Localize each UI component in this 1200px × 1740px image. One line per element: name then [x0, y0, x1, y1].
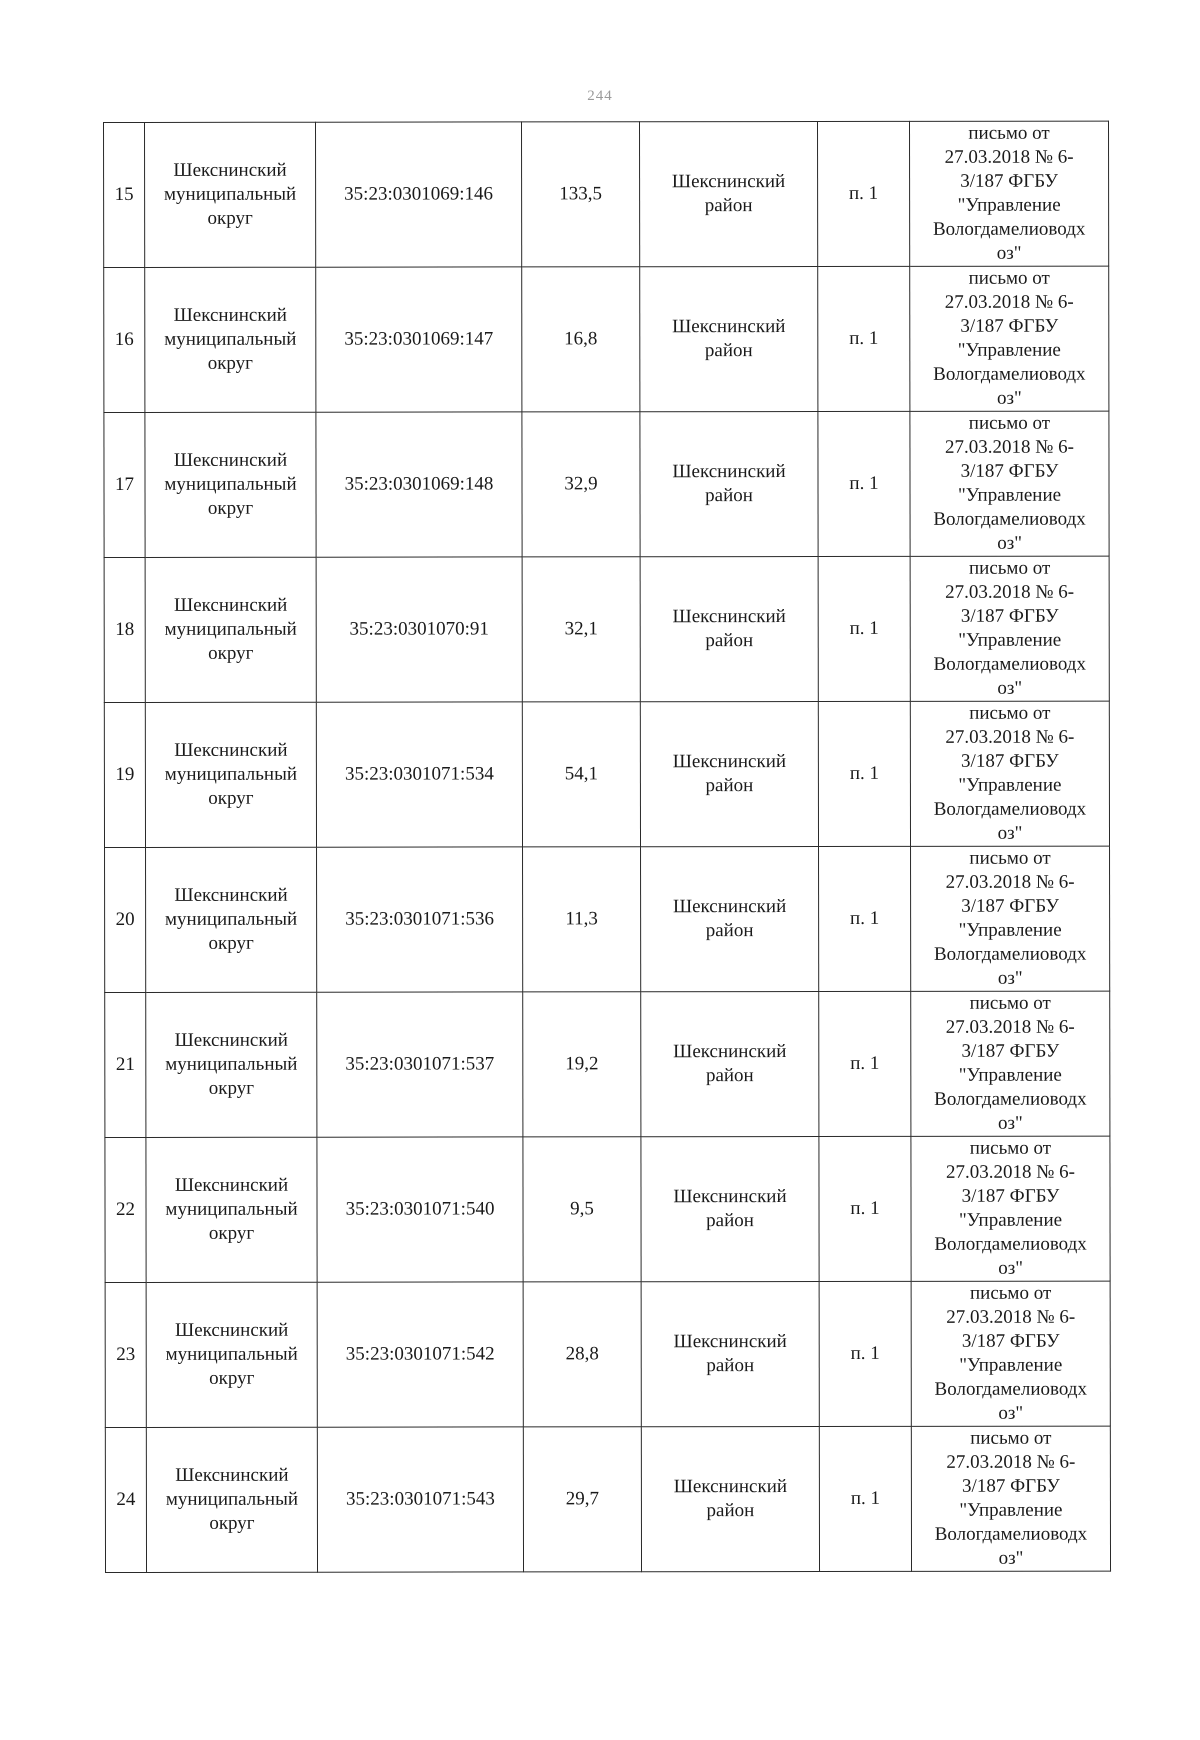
- basis-document-line: Вологдамелиоводх: [933, 363, 1086, 385]
- municipality-line: округ: [207, 352, 253, 374]
- land-plots-table-container: [103, 122, 1108, 1573]
- cadastral-number-cell: 35:23:0301071:543: [317, 1427, 523, 1572]
- basis-document-line: Вологдамелиоводх: [934, 1523, 1088, 1545]
- basis-document-cell: [910, 411, 1109, 556]
- district-cell: [640, 557, 818, 702]
- municipality-line: Шекснинский: [174, 1174, 289, 1196]
- basis-document-line: 3/187 ФГБУ: [961, 1040, 1060, 1062]
- municipality-line: Шекснинский: [173, 304, 287, 326]
- basis-document-line: 27.03.2018 № 6-: [945, 871, 1075, 893]
- basis-document-line: 3/187 ФГБУ: [960, 605, 1059, 627]
- basis-document-line: оз": [996, 242, 1022, 264]
- municipality-line: Шекснинский: [173, 159, 287, 181]
- basis-document-line: письмо от: [969, 702, 1051, 724]
- district-cell: [640, 412, 818, 557]
- municipality-line: округ: [209, 1367, 255, 1389]
- basis-document-cell: [909, 121, 1108, 266]
- basis-document-line: Вологдамелиоводх: [933, 508, 1086, 530]
- municipality-line: муниципальный: [165, 1053, 298, 1075]
- district-cell: [641, 992, 819, 1137]
- cadastral-number-cell: 35:23:0301071:537: [317, 992, 523, 1137]
- row-number-cell: 15: [104, 122, 145, 267]
- table-row: [104, 411, 1109, 557]
- row-number-cell: 22: [105, 1137, 146, 1282]
- row-number-cell: 24: [105, 1427, 146, 1572]
- district-line: район: [704, 195, 753, 217]
- area-cell: 11,3: [523, 847, 641, 992]
- municipality-line: муниципальный: [164, 618, 297, 640]
- basis-document-line: 3/187 ФГБУ: [961, 1330, 1060, 1352]
- basis-document-cell: [911, 991, 1110, 1136]
- cadastral-number-cell: 35:23:0301071:540: [317, 1137, 523, 1282]
- basis-document-line: оз": [998, 1402, 1024, 1424]
- district-line: Шекснинский: [672, 896, 787, 918]
- municipality-line: Шекснинский: [175, 1464, 289, 1486]
- page-number: 244: [587, 88, 613, 104]
- item-cell: п. 1: [819, 1136, 911, 1281]
- row-number-cell: 19: [104, 702, 145, 847]
- area-cell: 28,8: [523, 1282, 641, 1427]
- cadastral-number-cell: 35:23:0301071:542: [317, 1282, 523, 1427]
- row-number-cell: 20: [105, 847, 146, 992]
- municipality-line: Шекснинский: [175, 1319, 289, 1341]
- table-row: [105, 1136, 1110, 1282]
- basis-document-line: "Управление: [958, 774, 1062, 796]
- basis-document-line: "Управление: [959, 1354, 1063, 1376]
- district-cell: [641, 1282, 819, 1427]
- row-number-cell: 17: [104, 412, 145, 557]
- district-line: район: [706, 1355, 755, 1377]
- municipality-line: муниципальный: [164, 908, 298, 930]
- district-line: Шекснинский: [673, 1331, 787, 1353]
- basis-document-cell: [910, 556, 1109, 701]
- basis-document-line: оз": [997, 677, 1023, 699]
- item-cell: п. 1: [818, 556, 910, 701]
- district-cell: [641, 1137, 819, 1282]
- item-cell: п. 1: [818, 411, 910, 556]
- municipality-cell: [145, 702, 316, 847]
- basis-document-line: письмо от: [969, 992, 1051, 1014]
- district-line: Шекснинский: [672, 751, 787, 773]
- area-cell: 32,1: [522, 557, 640, 702]
- item-cell: п. 1: [819, 991, 911, 1136]
- row-number-cell: 18: [104, 557, 145, 702]
- cadastral-number-cell: 35:23:0301069:148: [316, 412, 522, 557]
- basis-document-line: Вологдамелиоводх: [933, 653, 1086, 675]
- basis-document-line: письмо от: [968, 122, 1050, 144]
- municipality-cell: [145, 267, 316, 412]
- basis-document-line: оз": [997, 532, 1022, 554]
- row-number-cell: 16: [104, 267, 145, 412]
- basis-document-cell: [911, 846, 1110, 991]
- municipality-line: Шекснинский: [174, 739, 288, 761]
- cadastral-number-cell: 35:23:0301069:146: [316, 122, 522, 267]
- district-line: район: [705, 775, 754, 797]
- municipality-line: Шекснинский: [174, 884, 288, 906]
- basis-document-line: "Управление: [958, 1064, 1062, 1086]
- basis-document-line: "Управление: [958, 1209, 1063, 1231]
- basis-document-line: 27.03.2018 № 6-: [945, 1161, 1075, 1183]
- basis-document-line: 3/187 ФГБУ: [960, 170, 1058, 192]
- item-cell: п. 1: [818, 266, 910, 411]
- district-line: Шекснинский: [672, 461, 786, 483]
- district-line: Шекснинский: [673, 1186, 787, 1208]
- item-cell: п. 1: [819, 1281, 911, 1426]
- table-row: [105, 846, 1110, 992]
- basis-document-line: 3/187 ФГБУ: [961, 1185, 1060, 1207]
- row-number-cell: 23: [105, 1282, 146, 1427]
- district-line: район: [705, 920, 754, 942]
- basis-document-line: Вологдамелиоводх: [934, 1233, 1087, 1255]
- basis-document-line: "Управление: [958, 919, 1062, 941]
- area-cell: 133,5: [522, 122, 640, 267]
- basis-document-line: 3/187 ФГБУ: [962, 1475, 1060, 1497]
- basis-document-line: оз": [997, 822, 1023, 844]
- municipality-cell: [145, 412, 316, 557]
- municipality-line: округ: [207, 497, 254, 519]
- municipality-line: Шекснинский: [174, 594, 288, 616]
- district-line: Шекснинский: [671, 171, 786, 193]
- basis-document-line: Вологдамелиоводх: [932, 218, 1086, 240]
- basis-document-line: 27.03.2018 № 6-: [945, 1016, 1075, 1038]
- municipality-cell: [145, 557, 316, 702]
- basis-document-line: письмо от: [968, 412, 1051, 434]
- municipality-cell: [146, 1282, 317, 1427]
- cadastral-number-cell: 35:23:0301071:534: [316, 702, 522, 847]
- cadastral-number-cell: 35:23:0301070:91: [316, 557, 522, 702]
- basis-document-line: оз": [996, 387, 1022, 409]
- district-cell: [640, 702, 818, 847]
- municipality-cell: [146, 1137, 317, 1282]
- item-cell: п. 1: [818, 121, 910, 266]
- municipality-line: муниципальный: [163, 183, 297, 205]
- basis-document-line: письмо от: [969, 1137, 1052, 1159]
- district-line: район: [706, 1500, 755, 1522]
- cadastral-number-cell: 35:23:0301071:536: [317, 847, 523, 992]
- basis-document-line: оз": [997, 1112, 1023, 1134]
- basis-document-cell: [911, 1426, 1110, 1571]
- district-line: Шекснинский: [673, 1476, 788, 1498]
- municipality-line: округ: [208, 787, 254, 809]
- municipality-line: округ: [208, 932, 254, 954]
- item-cell: п. 1: [819, 1426, 911, 1571]
- municipality-line: муниципальный: [164, 473, 297, 495]
- basis-document-line: 27.03.2018 № 6-: [946, 1451, 1076, 1473]
- basis-document-line: письмо от: [968, 267, 1050, 289]
- land-plots-table: [103, 121, 1111, 1573]
- municipality-line: округ: [208, 1222, 255, 1244]
- municipality-line: муниципальный: [164, 328, 297, 350]
- basis-document-line: 27.03.2018 № 6-: [944, 436, 1074, 458]
- district-cell: [640, 122, 818, 267]
- basis-document-line: "Управление: [957, 194, 1061, 216]
- table-body: [104, 121, 1111, 1572]
- basis-document-line: Вологдамелиоводх: [933, 943, 1087, 965]
- basis-document-line: Вологдамелиоводх: [934, 1378, 1087, 1400]
- district-line: район: [705, 485, 753, 507]
- basis-document-line: оз": [998, 1257, 1023, 1279]
- table-row: [105, 1426, 1110, 1572]
- municipality-line: округ: [209, 1512, 255, 1534]
- district-line: район: [705, 630, 754, 652]
- basis-document-line: "Управление: [957, 339, 1061, 361]
- item-cell: п. 1: [818, 701, 910, 846]
- basis-document-line: Вологдамелиоводх: [933, 798, 1087, 820]
- municipality-cell: [146, 847, 317, 992]
- table-row: [104, 556, 1109, 702]
- basis-document-line: 3/187 ФГБУ: [961, 750, 1059, 772]
- cadastral-number-cell: 35:23:0301069:147: [316, 267, 522, 412]
- municipality-cell: [146, 992, 317, 1137]
- district-cell: [641, 847, 819, 992]
- basis-document-line: "Управление: [957, 484, 1062, 506]
- basis-document-line: "Управление: [958, 629, 1062, 651]
- district-cell: [641, 1427, 819, 1572]
- table-row: [104, 701, 1109, 847]
- basis-document-cell: [910, 701, 1109, 846]
- basis-document-line: 27.03.2018 № 6-: [944, 291, 1074, 313]
- municipality-line: муниципальный: [165, 1488, 299, 1510]
- district-line: Шекснинский: [672, 606, 786, 628]
- item-cell: п. 1: [819, 846, 911, 991]
- basis-document-line: оз": [997, 967, 1023, 989]
- table-row: [104, 266, 1109, 412]
- municipality-line: муниципальный: [165, 1198, 298, 1220]
- basis-document-line: письмо от: [969, 847, 1051, 869]
- basis-document-cell: [910, 266, 1109, 411]
- table-row: [105, 991, 1110, 1137]
- row-number-cell: 21: [105, 992, 146, 1137]
- basis-document-line: 27.03.2018 № 6-: [946, 1306, 1076, 1328]
- area-cell: 29,7: [523, 1427, 641, 1572]
- area-cell: 54,1: [522, 702, 640, 847]
- area-cell: 9,5: [523, 1137, 641, 1282]
- basis-document-cell: [911, 1281, 1110, 1426]
- district-line: Шекснинский: [673, 1041, 787, 1063]
- basis-document-line: 27.03.2018 № 6-: [945, 581, 1075, 603]
- basis-document-line: Вологдамелиоводх: [934, 1088, 1087, 1110]
- municipality-line: муниципальный: [164, 763, 298, 785]
- municipality-line: округ: [208, 642, 254, 664]
- district-line: район: [704, 340, 753, 362]
- basis-document-line: 3/187 ФГБУ: [960, 460, 1059, 482]
- basis-document-line: 27.03.2018 № 6-: [945, 726, 1075, 748]
- basis-document-line: 27.03.2018 № 6-: [944, 146, 1074, 168]
- area-cell: 16,8: [522, 267, 640, 412]
- municipality-line: муниципальный: [165, 1343, 298, 1365]
- municipality-line: Шекснинский: [173, 449, 288, 471]
- table-row: [104, 121, 1109, 267]
- basis-document-line: "Управление: [959, 1499, 1063, 1521]
- district-line: район: [705, 1065, 754, 1087]
- municipality-line: округ: [207, 207, 253, 229]
- municipality-line: округ: [208, 1077, 255, 1099]
- district-line: Шекснинский: [672, 316, 786, 338]
- area-cell: 19,2: [523, 992, 641, 1137]
- table-row: [105, 1281, 1110, 1427]
- district-line: район: [706, 1210, 754, 1232]
- basis-document-cell: [911, 1136, 1110, 1281]
- basis-document-line: письмо от: [968, 557, 1051, 579]
- basis-document-line: письмо от: [970, 1427, 1052, 1449]
- municipality-cell: [145, 122, 316, 267]
- municipality-cell: [146, 1427, 317, 1572]
- basis-document-line: оз": [998, 1547, 1024, 1569]
- basis-document-line: письмо от: [969, 1282, 1052, 1304]
- district-cell: [640, 267, 818, 412]
- basis-document-line: 3/187 ФГБУ: [960, 315, 1059, 337]
- area-cell: 32,9: [522, 412, 640, 557]
- basis-document-line: 3/187 ФГБУ: [961, 895, 1059, 917]
- municipality-line: Шекснинский: [174, 1029, 288, 1051]
